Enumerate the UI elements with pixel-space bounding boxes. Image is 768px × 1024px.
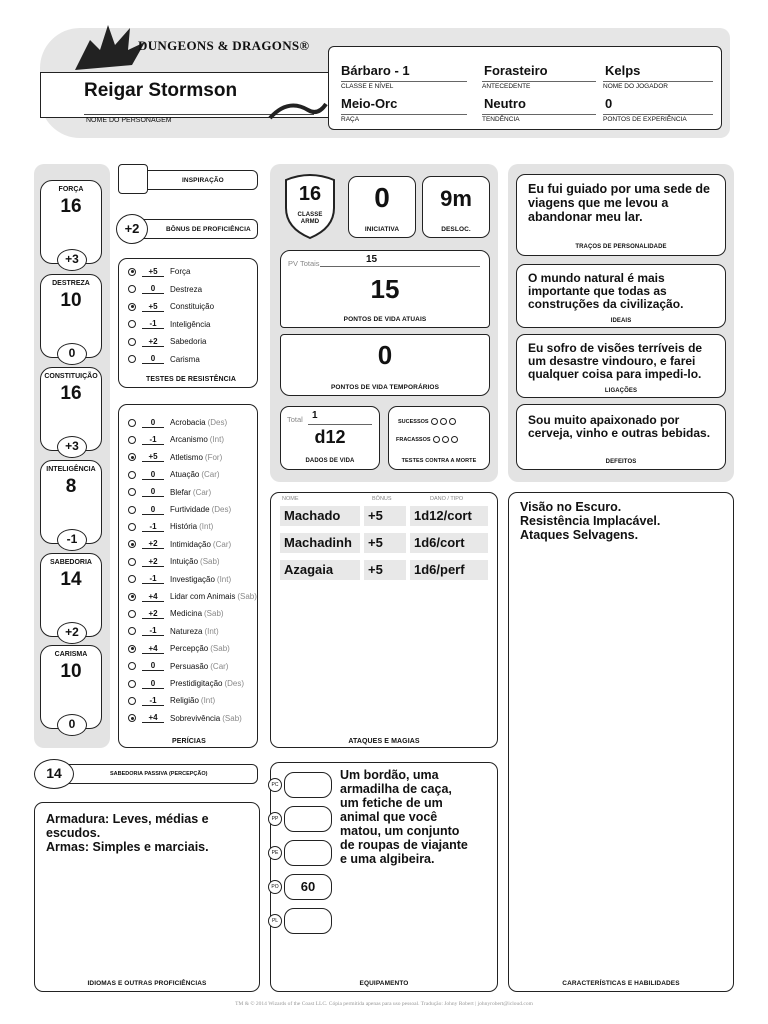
coin-pp-value[interactable] <box>284 806 332 832</box>
attack-bonus[interactable]: +5 <box>364 560 406 580</box>
skill-attr: (Int) <box>199 522 214 532</box>
skill-name: Percepção <box>170 644 209 654</box>
save-mod: 0 <box>142 284 164 294</box>
skill-attr: (Int) <box>200 696 216 706</box>
proficiency-dot-icon[interactable] <box>128 662 136 670</box>
equipment-line: animal que você <box>340 810 438 824</box>
skill-name: Furtividade <box>170 505 210 514</box>
ability-strength[interactable] <box>40 180 102 264</box>
inspiration-box[interactable] <box>118 164 148 194</box>
skill-attr: (Int) <box>204 626 219 636</box>
passive-label: SABEDORIA PASSIVA (PERCEPÇÃO) <box>110 771 208 777</box>
death-success-label: SUCESSOS <box>398 418 429 425</box>
skill-attr: (Int) <box>209 435 225 445</box>
equipment-line: e uma algibeira. <box>340 852 435 866</box>
class-level-label: CLASSE E NÍVEL <box>341 81 467 90</box>
skill-attr: (Sab) <box>200 557 220 567</box>
ability-mod: 0 <box>57 714 87 736</box>
skill-row[interactable] <box>128 501 231 518</box>
proficiency-dot-icon[interactable] <box>128 436 136 444</box>
skill-row[interactable] <box>128 623 219 640</box>
skill-attr: (Des) <box>207 418 228 427</box>
death-circle-icon[interactable] <box>433 436 440 443</box>
skill-row[interactable] <box>128 536 231 553</box>
attack-name[interactable]: Azagaia <box>280 560 360 580</box>
skill-row[interactable] <box>128 553 220 570</box>
hit-dice-value: d12 <box>314 427 346 447</box>
attack-damage[interactable]: 1d6/cort <box>410 533 488 553</box>
skill-row[interactable] <box>128 692 215 709</box>
skill-attr: (Sab) <box>237 592 257 601</box>
alignment-label: TENDÊNCIA <box>482 114 596 123</box>
proficiency-dot-icon[interactable] <box>128 645 136 653</box>
skill-mod: 0 <box>142 470 164 480</box>
save-mod: 0 <box>142 354 164 364</box>
equipment-text <box>340 768 492 866</box>
tail-ornament-icon <box>268 98 328 124</box>
skill-name: Religião <box>170 696 199 706</box>
speed-value: 9m <box>440 186 472 211</box>
feature-line: Resistência Implacável. <box>520 514 661 528</box>
character-name[interactable]: Reigar Stormson <box>84 80 238 101</box>
proficiency-dot-icon[interactable] <box>128 355 136 363</box>
proficiency-dot-icon[interactable] <box>128 419 136 427</box>
attack-damage[interactable]: 1d6/perf <box>410 560 488 580</box>
attack-bonus[interactable]: +5 <box>364 506 406 526</box>
equipment-line: Um bordão, uma <box>340 768 439 782</box>
hp-max-label: PV Totais <box>288 259 320 268</box>
ability-constitution[interactable] <box>40 367 102 451</box>
skill-name: Intimidação <box>170 539 211 549</box>
background-value[interactable]: Forasteiro <box>484 63 548 78</box>
attack-name[interactable]: Machadinh <box>280 533 360 553</box>
skill-row[interactable] <box>128 605 224 622</box>
armor-class-value[interactable]: 16 <box>298 183 322 205</box>
skill-mod: -1 <box>142 435 164 445</box>
skill-row[interactable] <box>128 640 230 657</box>
skill-row[interactable] <box>128 518 213 535</box>
attacks-box <box>270 492 498 748</box>
race-label: RAÇA <box>341 114 467 123</box>
race-value[interactable]: Meio-Orc <box>341 96 398 111</box>
flaws-label: DEFEITOS <box>605 459 637 465</box>
proficiency-line: Armas: Simples e marciais. <box>46 840 209 854</box>
attack-damage[interactable]: 1d12/cort <box>410 506 488 526</box>
coin-pe-value[interactable] <box>284 840 332 866</box>
proficiency-dot-icon[interactable] <box>128 523 136 531</box>
logo-text: DUNGEONS & DRAGONS® <box>138 38 310 53</box>
feature-line: Ataques Selvagens. <box>520 528 639 542</box>
skill-name: Lidar com Animais <box>170 592 236 601</box>
skill-name: Investigação <box>170 574 215 584</box>
alignment-value[interactable]: Neutro <box>484 96 526 111</box>
equipment-line: matou, um conjunto <box>340 824 460 838</box>
skill-row[interactable] <box>128 675 244 692</box>
ability-score: 8 <box>65 476 77 497</box>
attacks-col-name: NOME <box>282 496 299 502</box>
death-fail-row[interactable] <box>396 436 458 443</box>
save-mod: -1 <box>142 319 164 329</box>
ability-mod: +3 <box>57 436 87 458</box>
ideals-text: O mundo natural é mais importante que todas as construções da civilização. <box>528 271 684 311</box>
proficiency-dot-icon[interactable] <box>128 714 136 722</box>
skill-name: História <box>170 522 198 532</box>
coin-pc-label: PC <box>268 778 282 792</box>
proficiency-dot-icon[interactable] <box>128 471 136 479</box>
skill-row[interactable] <box>128 571 231 588</box>
character-name-label: NOME DO PERSONAGEM <box>86 117 172 124</box>
ability-wisdom[interactable] <box>40 553 102 637</box>
skill-attr: (Int) <box>216 574 232 584</box>
ability-score: 10 <box>60 661 82 682</box>
skill-mod: +4 <box>142 713 164 723</box>
ability-mod: -1 <box>57 529 87 551</box>
skill-name: Medicina <box>170 609 203 619</box>
ability-name: CARISMA <box>54 651 88 658</box>
save-mod: +2 <box>142 337 164 347</box>
save-row[interactable] <box>128 316 210 333</box>
proficiency-dot-icon[interactable] <box>128 627 136 635</box>
feature-line: Visão no Escuro. <box>520 500 622 514</box>
skill-mod: 0 <box>142 505 164 515</box>
skill-attr: (Car) <box>192 487 212 497</box>
coin-pc-value[interactable] <box>284 772 332 798</box>
equipment-title: EQUIPAMENTO <box>359 980 409 987</box>
coin-po-value[interactable]: 60 <box>284 874 332 900</box>
death-circle-icon[interactable] <box>451 436 458 443</box>
ability-intelligence[interactable] <box>40 460 102 544</box>
hp-temp-label: PONTOS DE VIDA TEMPORÁRIOS <box>330 384 440 391</box>
save-name: Carisma <box>170 354 200 364</box>
proficiency-dot-icon[interactable] <box>128 268 136 276</box>
hit-dice-total-label: Total <box>287 415 303 424</box>
skill-row[interactable] <box>128 484 211 501</box>
coin-pp-label: PP <box>268 812 282 826</box>
skill-mod: -1 <box>142 574 164 584</box>
proficiency-dot-icon[interactable] <box>128 285 136 293</box>
death-saves-label: TESTES CONTRA A MORTE <box>401 458 477 464</box>
skill-attr: (Car) <box>201 470 220 480</box>
save-mod: +5 <box>142 302 164 312</box>
skill-mod: +4 <box>142 644 164 654</box>
armor-class-label: CLASSE ARMD <box>297 212 323 225</box>
equipment-line: de roupas de viajante <box>340 838 468 852</box>
ability-name: SABEDORIA <box>49 559 92 566</box>
skill-row[interactable] <box>128 414 227 431</box>
death-circle-icon[interactable] <box>440 418 447 425</box>
save-row[interactable] <box>128 281 202 298</box>
hp-temp-value: 0 <box>377 340 393 370</box>
skill-mod: +5 <box>142 452 164 462</box>
ability-score: 14 <box>60 569 82 590</box>
proficiencies-text <box>46 812 252 854</box>
equipment-line: um fetiche de um <box>340 796 443 810</box>
initiative-value: 0 <box>374 182 390 213</box>
skill-attr: (Des) <box>224 679 245 688</box>
attacks-col-damage: DANO / TIPO <box>430 496 464 502</box>
skill-attr: (Car) <box>210 661 229 671</box>
background-label: ANTECEDENTE <box>482 81 596 90</box>
player-label: NOME DO JOGADOR <box>603 81 713 90</box>
skill-mod: -1 <box>142 696 164 706</box>
inspiration-label: INSPIRAÇÃO <box>182 177 224 184</box>
save-name: Sabedoria <box>170 337 207 346</box>
save-mod: +5 <box>142 267 164 277</box>
ability-mod: 0 <box>57 343 87 365</box>
skill-mod: -1 <box>142 522 164 532</box>
ability-mod: +2 <box>57 622 87 644</box>
skill-row[interactable] <box>128 466 220 483</box>
save-row[interactable] <box>128 333 206 350</box>
skill-mod: +2 <box>142 539 164 549</box>
skill-name: Atuação <box>170 470 200 480</box>
ability-name: DESTREZA <box>52 280 90 287</box>
bonds-text: Eu sofro de visões terríveis de um desastre vindouro, e farei qualquer coisa para impedi-lo. <box>528 341 703 381</box>
skill-attr: (Des) <box>211 505 232 514</box>
proficiency-value[interactable]: +2 <box>116 214 148 244</box>
hp-max-line <box>320 266 480 267</box>
death-fail-label: FRACASSOS <box>396 436 431 443</box>
proficiencies-title: IDIOMAS E OUTRAS PROFICIÊNCIAS <box>87 980 207 987</box>
skill-mod: 0 <box>142 418 164 428</box>
save-row[interactable] <box>128 263 190 280</box>
death-circle-icon[interactable] <box>449 418 456 425</box>
bonds-label: LIGAÇÕES <box>604 388 638 394</box>
ability-score: 10 <box>60 290 82 311</box>
skill-name: Arcanismo <box>170 435 208 445</box>
save-name: Força <box>170 267 191 276</box>
attacks-col-bonus: BÔNUS <box>372 496 392 502</box>
skill-name: Blefar <box>170 487 191 497</box>
skills-title: PERÍCIAS <box>172 738 206 745</box>
death-circle-icon[interactable] <box>431 418 438 425</box>
skill-mod: -1 <box>142 626 164 636</box>
hit-dice-label: DADOS DE VIDA <box>305 458 355 464</box>
player-value[interactable]: Kelps <box>605 63 641 78</box>
xp-label: PONTOS DE EXPERIÊNCIA <box>603 114 713 123</box>
ability-score: 16 <box>60 383 82 404</box>
attack-bonus[interactable]: +5 <box>364 533 406 553</box>
proficiency-dot-icon[interactable] <box>128 540 136 548</box>
skill-row[interactable] <box>128 710 242 727</box>
hit-dice-line <box>308 424 372 425</box>
skill-mod: 0 <box>142 679 164 689</box>
skill-row[interactable] <box>128 658 228 675</box>
traits-text: Eu fui guiado por uma sede de viagens que me levou a abandonar meu lar. <box>528 182 710 224</box>
proficiency-dot-icon[interactable] <box>128 338 136 346</box>
equipment-line: armadilha de caça, <box>340 782 452 796</box>
save-name: Inteligência <box>170 319 211 329</box>
passive-value[interactable]: 14 <box>34 759 74 789</box>
proficiency-dot-icon[interactable] <box>128 488 136 496</box>
hp-max-value[interactable]: 15 <box>366 254 378 265</box>
skill-attr: (Sab) <box>204 609 224 619</box>
skill-mod: +2 <box>142 557 164 567</box>
save-row[interactable] <box>128 298 214 315</box>
death-success-row[interactable] <box>398 418 456 425</box>
ability-score: 16 <box>60 196 82 217</box>
flaws-text: Sou muito apaixonado por cerveja, vinho e outras bebidas. <box>528 413 711 440</box>
coin-po-label: PO <box>268 880 282 894</box>
proficiency-dot-icon[interactable] <box>128 697 136 705</box>
save-row[interactable] <box>128 351 200 368</box>
proficiency-dot-icon[interactable] <box>128 575 136 583</box>
skill-attr: (Car) <box>212 539 232 549</box>
skill-name: Prestidigitação <box>170 679 223 688</box>
coin-pe-label: PE <box>268 846 282 860</box>
features-text <box>520 500 726 542</box>
ability-mod: +3 <box>57 249 87 271</box>
skill-name: Natureza <box>170 626 203 636</box>
skill-name: Atletismo <box>170 452 203 462</box>
xp-value[interactable]: 0 <box>605 96 613 111</box>
ability-name: CONSTITUIÇÃO <box>44 373 98 380</box>
class-level-value[interactable]: Bárbaro - 1 <box>341 63 410 78</box>
coin-pl-value[interactable] <box>284 908 332 934</box>
proficiency-dot-icon[interactable] <box>128 506 136 514</box>
ideals-label: IDEAIS <box>610 318 632 324</box>
saves-title: TESTES DE RESISTÊNCIA <box>146 376 237 383</box>
proficiency-line: Armadura: Leves, médias e <box>46 812 209 826</box>
skill-mod: 0 <box>142 661 164 671</box>
proficiency-dot-icon[interactable] <box>128 320 136 328</box>
proficiency-dot-icon[interactable] <box>128 610 136 618</box>
proficiency-dot-icon[interactable] <box>128 593 136 601</box>
skill-row[interactable] <box>128 431 224 448</box>
features-box[interactable] <box>508 492 734 992</box>
footer-copyright: TM & © 2014 Wizards of the Coast LLC. Cópia permitida apenas para uso pessoal. Tradução: Johny Robert | johnyrobert@icloud.com <box>235 1001 533 1007</box>
ability-name: INTELIGÊNCIA <box>46 466 96 473</box>
proficiency-label: BÔNUS DE PROFICIÊNCIA <box>166 226 251 233</box>
header-info-box <box>328 46 722 130</box>
speed-label: DESLOC. <box>441 226 471 233</box>
proficiency-line: escudos. <box>46 826 101 840</box>
skill-name: Persuasão <box>170 661 209 671</box>
attack-name[interactable]: Machado <box>280 506 360 526</box>
skill-attr: (Sab) <box>222 713 242 723</box>
save-name: Destreza <box>170 284 203 294</box>
hp-current-value: 15 <box>370 274 400 304</box>
traits-label: TRAÇOS DE PERSONALIDADE <box>575 244 667 250</box>
features-title: CARACTERÍSTICAS E HABILIDADES <box>562 980 680 987</box>
coin-pl-label: PL <box>268 914 282 928</box>
hit-dice-total-value[interactable]: 1 <box>312 410 318 421</box>
skill-mod: 0 <box>142 487 164 497</box>
ability-charisma[interactable] <box>40 645 102 729</box>
initiative-label: INICIATIVA <box>364 226 400 233</box>
skill-mod: +4 <box>142 592 164 602</box>
hp-current-label: PONTOS DE VIDA ATUAIS <box>343 316 427 323</box>
proficiency-dot-icon[interactable] <box>128 680 136 688</box>
skill-name: Sobrevivência <box>170 713 221 723</box>
death-circle-icon[interactable] <box>442 436 449 443</box>
skill-row[interactable] <box>128 449 222 466</box>
proficiency-dot-icon[interactable] <box>128 453 136 461</box>
skill-attr: (Sab) <box>210 644 230 654</box>
skill-mod: +2 <box>142 609 164 619</box>
skill-attr: (For) <box>204 452 223 462</box>
proficiency-dot-icon[interactable] <box>128 303 136 311</box>
skill-name: Acrobacia <box>170 418 206 427</box>
proficiency-dot-icon[interactable] <box>128 558 136 566</box>
save-name: Constituição <box>170 302 215 311</box>
ability-name: FORÇA <box>58 186 84 193</box>
skill-row[interactable] <box>128 588 257 605</box>
ability-dexterity[interactable] <box>40 274 102 358</box>
skill-name: Intuição <box>170 557 199 567</box>
attacks-title: ATAQUES E MAGIAS <box>348 738 420 745</box>
